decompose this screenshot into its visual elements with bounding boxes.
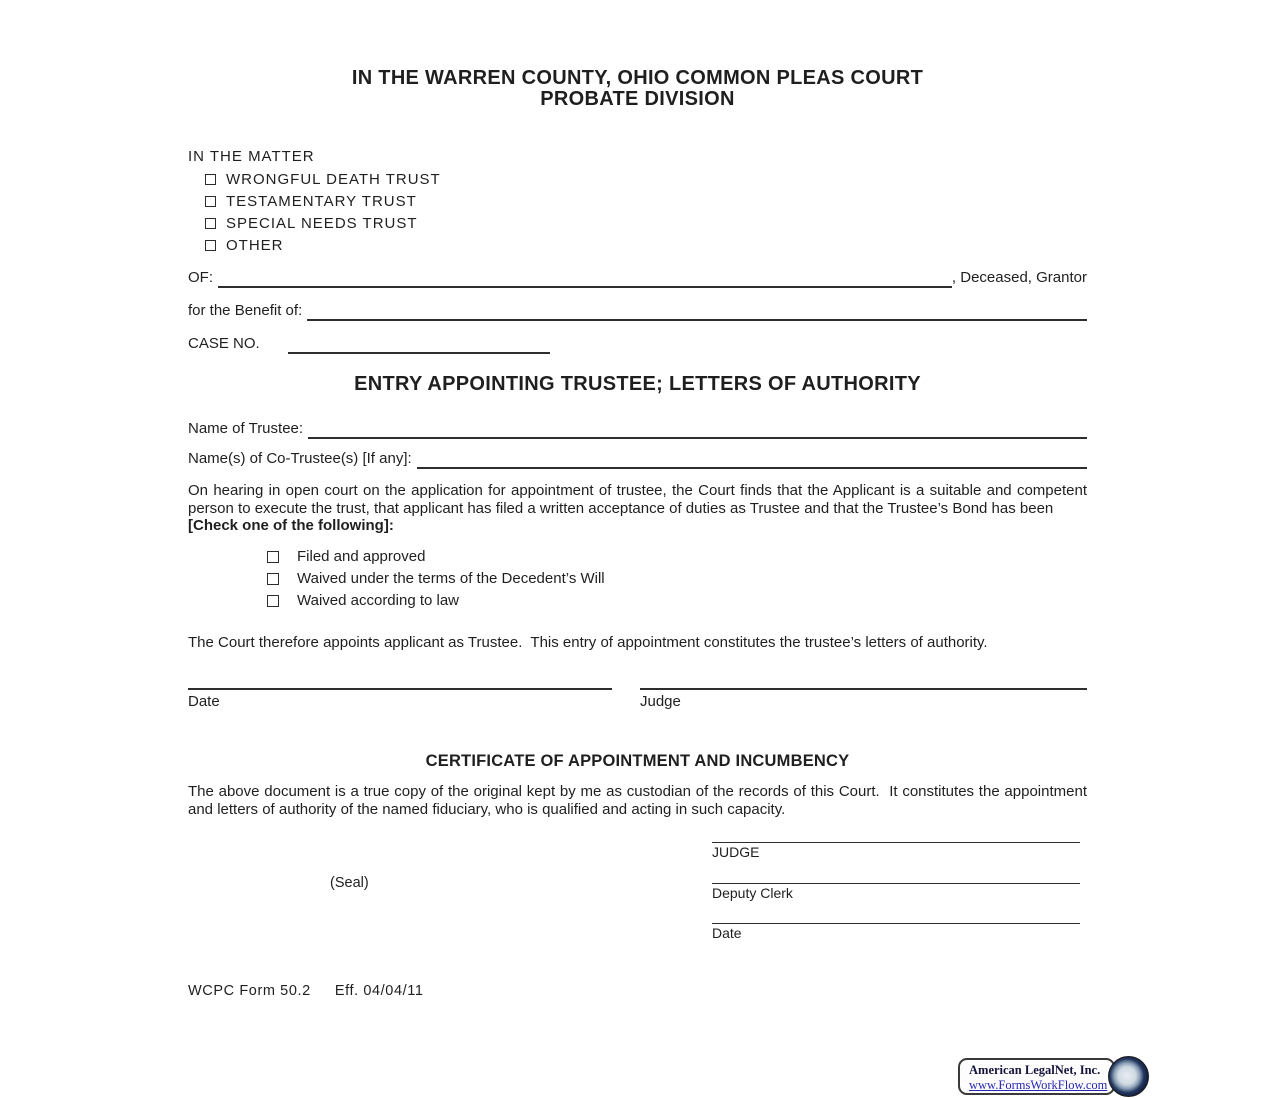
trustee-name-label: Name of Trustee: <box>188 420 304 437</box>
case-no-row <box>188 334 1087 354</box>
date-signature-col <box>188 688 612 710</box>
legalnet-url-link[interactable]: www.FormsWorkFlow.com <box>969 1078 1108 1092</box>
matter-options <box>188 168 1087 256</box>
benefit-row <box>188 301 1087 321</box>
deputy-clerk-signature-label: Deputy Clerk <box>712 884 793 901</box>
benefit-label: for the Benefit of: <box>188 302 303 319</box>
entry-title: ENTRY APPOINTING TRUSTEE; LETTERS OF AUTHORITY <box>354 373 921 395</box>
date-cert-signature <box>712 923 1080 942</box>
checkbox-filed-and-approved[interactable] <box>267 551 279 563</box>
judge-cert-signature-label: JUDGE <box>712 844 760 860</box>
judge-cert-signature <box>712 842 1080 861</box>
of-fill-line[interactable] <box>218 269 952 288</box>
matter-option-special-needs <box>188 212 1087 234</box>
form-effective-date: Eff. 04/04/11 <box>334 983 424 999</box>
trustee-name-fill-line[interactable] <box>308 420 1087 439</box>
case-no-label: CASE NO. <box>188 335 260 352</box>
legalnet-badge <box>958 1056 1154 1098</box>
form-content <box>188 0 1087 999</box>
legalnet-company-name: American LegalNet, Inc. <box>969 1063 1101 1077</box>
bond-option-filed-approved <box>188 546 1087 568</box>
court-title <box>188 68 1087 110</box>
globe-logo-icon <box>1108 1056 1149 1097</box>
co-trustee-name-label: Name(s) of Co-Trustee(s) [If any]: <box>188 450 412 467</box>
checkbox-waived-according-law[interactable] <box>267 595 279 607</box>
legalnet-badge-box <box>958 1058 1115 1095</box>
judge-signature-label: Judge <box>640 693 681 710</box>
date-judge-signature-row <box>188 688 1087 710</box>
matter-option-label: TESTAMENTARY TRUST <box>226 192 417 210</box>
bond-option-label: Filed and approved <box>297 548 426 565</box>
matter-option-testamentary <box>188 190 1087 212</box>
checkbox-special-needs-trust[interactable] <box>205 218 216 229</box>
certificate-title: CERTIFICATE OF APPOINTMENT AND INCUMBENCY <box>425 752 850 770</box>
case-no-fill-line[interactable] <box>288 335 550 354</box>
certificate-signatures <box>712 842 1080 964</box>
certificate-paragraph: The above document is a true copy of the original kept by me as custodian of the records of this Court. It constitutes the appointment and letters of authority of the named fiduciary, who is qualified and acting in such capacity. <box>188 783 1087 818</box>
co-trustee-name-row <box>188 449 1087 469</box>
deputy-clerk-signature <box>712 883 1080 902</box>
check-one-heading: [Check one of the following]: <box>188 517 394 534</box>
matter-option-wrongful-death <box>188 168 1087 190</box>
checkbox-other[interactable] <box>205 240 216 251</box>
benefit-fill-line[interactable] <box>307 302 1087 321</box>
certificate-signature-block <box>188 842 1087 964</box>
date-signature-label: Date <box>188 693 220 710</box>
matter-option-label: SPECIAL NEEDS TRUST <box>226 214 418 232</box>
date-cert-signature-label: Date <box>712 925 742 941</box>
bond-option-waived-will <box>188 568 1087 590</box>
matter-option-other <box>188 234 1087 256</box>
bond-option-label: Waived under the terms of the Decedent’s Will <box>297 570 605 587</box>
checkbox-waived-under-will[interactable] <box>267 573 279 585</box>
form-footer <box>188 983 1087 999</box>
matter-option-label: OTHER <box>226 236 284 254</box>
deceased-grantor-suffix: , Deceased, Grantor <box>951 269 1087 286</box>
court-title-line1: IN THE WARREN COUNTY, OHIO COMMON PLEAS COURT <box>351 67 924 89</box>
bond-option-label: Waived according to law <box>297 592 460 609</box>
court-title-line2: PROBATE DIVISION <box>540 88 735 110</box>
of-row <box>188 268 1087 288</box>
checkbox-wrongful-death-trust[interactable] <box>205 174 216 185</box>
form-number: WCPC Form 50.2 <box>188 983 311 999</box>
trustee-name-row <box>188 419 1087 439</box>
matter-heading: IN THE MATTER <box>188 148 315 165</box>
seal-label: (Seal) <box>330 875 369 891</box>
co-trustee-name-fill-line[interactable] <box>417 450 1087 469</box>
bond-options <box>188 546 1087 612</box>
of-label: OF: <box>188 269 213 286</box>
appointment-paragraph: The Court therefore appoints applicant as Trustee. This entry of appointment constitutes the trustee’s letters of authority. <box>188 633 988 651</box>
judge-signature-col <box>640 688 1087 710</box>
checkbox-testamentary-trust[interactable] <box>205 196 216 207</box>
opening-paragraph: On hearing in open court on the application for appointment of trustee, the Court finds that the Applicant is a suitable and competent person to execute the trust, that applicant has filed a written acceptance of duties as Trustee and that the Trustee’s Bond has been <box>188 482 1087 517</box>
bond-option-waived-law <box>188 590 1087 612</box>
matter-option-label: WRONGFUL DEATH TRUST <box>226 170 441 188</box>
